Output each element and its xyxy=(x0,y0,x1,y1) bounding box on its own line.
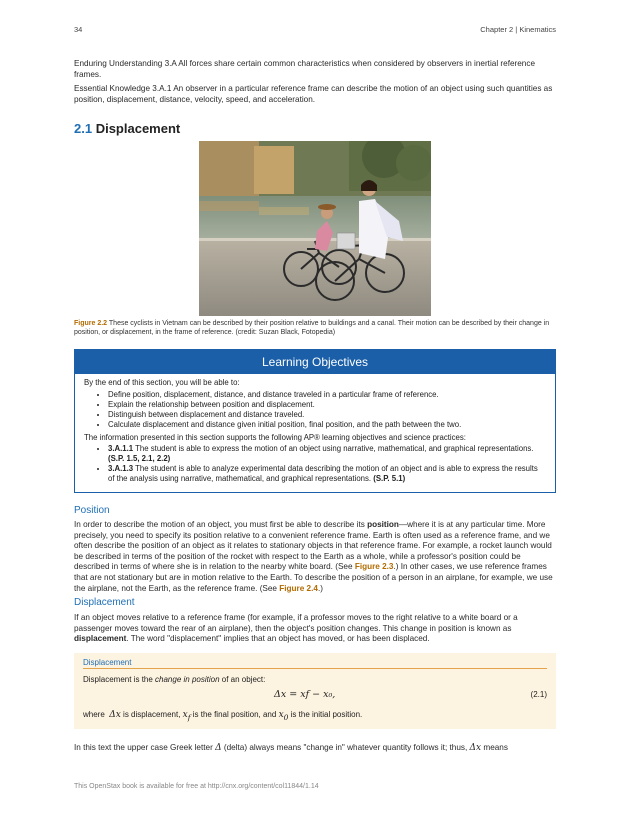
term-position: position xyxy=(367,520,399,529)
math-dx: Δx xyxy=(469,743,482,753)
text-run: . The word "displacement" implies that an object has moved, or has been displaced. xyxy=(126,634,430,644)
ap-text: The student is able to analyze experimental data describing the motion of an object and is able to express the results of the analysis using narrative, mathematical, and graphical representations. xyxy=(108,464,538,484)
ap-list xyxy=(84,444,546,484)
page-footer: This OpenStax book is available for free at http://cnx.org/content/col11844/1.14 xyxy=(74,783,319,790)
equation-number: (2.1) xyxy=(530,690,547,699)
figure-link[interactable]: Figure 2.4 xyxy=(279,583,318,593)
displacement-heading: Displacement xyxy=(74,597,135,608)
page-number: 34 xyxy=(74,25,83,34)
text-run: means xyxy=(481,743,508,752)
text-run: of an object: xyxy=(219,675,266,684)
text-run: In this text the upper case Greek letter xyxy=(74,743,216,752)
math-xf xyxy=(183,710,191,720)
definition-text xyxy=(83,675,265,684)
text-run-italic: change in position xyxy=(155,675,220,684)
lo-intro: By the end of this section, you will be able to: xyxy=(84,378,240,387)
text-run: is the final position, and xyxy=(190,710,279,719)
ap-text: The student is able to express the motion of an object using narrative, mathematical, and graphical representations. xyxy=(133,444,534,454)
section-name: Displacement xyxy=(95,121,181,136)
ap-code: 3.A.1.1 xyxy=(108,444,134,454)
cyclists-photo xyxy=(199,141,431,316)
lo-list xyxy=(84,390,546,430)
text-run: is the initial position. xyxy=(288,710,363,719)
text-run: .) xyxy=(317,583,323,593)
text-run: is displacement, xyxy=(120,710,183,719)
closing-paragraph xyxy=(74,743,556,754)
ap-practices: (S.P. 1.5, 2.1, 2.2) xyxy=(108,454,171,464)
ap-code: 3.A.1.3 xyxy=(108,464,134,474)
text-run: If an object moves relative to a reference frame (for example, if a professor moves to the right relative to a white board or a passenger moves toward the rear of an airplane), then the object's position changes. This change in position is known as xyxy=(74,613,518,633)
math-delta: Δ xyxy=(215,743,222,753)
lo-item: • Explain the relationship between position and displacement. xyxy=(108,400,546,410)
math-x0 xyxy=(279,710,289,720)
chapter-header: Chapter 2 | Kinematics xyxy=(480,25,556,34)
text-run: (delta) always means "change in" whatever quantity follows it; thus, xyxy=(221,743,470,752)
math-sub: f xyxy=(187,712,191,722)
cyclists-photo-illustration xyxy=(199,141,431,316)
position-heading: Position xyxy=(74,505,110,516)
displacement-paragraph xyxy=(74,613,556,645)
learning-objectives-body xyxy=(84,378,546,487)
section-title xyxy=(74,121,180,136)
lo-item: • Distinguish between displacement and distance traveled. xyxy=(108,410,546,420)
ap-item xyxy=(108,444,546,464)
definition-divider xyxy=(83,668,547,669)
ap-intro: The information presented in this section supports the following AP® learning objectives and science practices: xyxy=(84,432,466,442)
math-dx: Δx xyxy=(109,710,121,720)
term-displacement: displacement xyxy=(74,634,127,644)
text-run: where xyxy=(83,710,105,719)
figure-link[interactable]: Figure 2.3 xyxy=(354,562,394,572)
learning-objectives-title: Learning Objectives xyxy=(75,350,555,374)
ap-item xyxy=(108,464,546,484)
text-run: —where it is at any particular time. More precisely, you need to specify its position relative to a convenient reference frame. Earth is often used as a reference frame, and we often describe the position of an object as it relates to stationary objects in that reference frame. For example, a rocket launch would be described in terms of the position of the rocket with respect to the Earth as a whole, while a professor's position could be described in terms of where she is in relation to the nearby white board. (See xyxy=(74,520,552,572)
figure-label[interactable]: Figure 2.2 xyxy=(74,320,108,327)
text-run: In order to describe the motion of an object, you must first be able to describe its xyxy=(74,520,368,529)
ap-practices: (S.P. 5.1) xyxy=(373,474,406,484)
enduring-understanding: Enduring Understanding 3.A All forces share certain common characteristics when considered by observers in inertial reference frames. xyxy=(74,59,536,79)
section-number: 2.1 xyxy=(74,121,93,136)
lo-item: • Define position, displacement, distance, and distance traveled in a particular frame of reference. xyxy=(108,390,546,400)
math-x: x xyxy=(278,710,284,720)
displacement-equation: Δx = xf − x₀, xyxy=(274,689,336,700)
equation-legend xyxy=(83,710,362,722)
position-paragraph xyxy=(74,520,556,594)
figure-caption xyxy=(74,319,556,337)
math-x: x xyxy=(182,710,188,720)
lo-item: • Calculate displacement and distance given initial position, final position, and the path between the two. xyxy=(108,420,546,430)
figure-caption-text: These cyclists in Vietnam can be described by their position relative to buildings and a canal. Their motion can be described by their change in position, or displacement, in the frame of reference. (credit: Suzan Black, Fotopedia) xyxy=(74,320,550,336)
essential-knowledge: Essential Knowledge 3.A.1 An observer in a particular reference frame can describe the motion of an object using such quantities as position, displacement, distance, velocity, speed, and acceleration. xyxy=(74,84,553,104)
definition-title: Displacement xyxy=(83,658,132,667)
definition-box xyxy=(74,653,556,729)
learning-objectives-box xyxy=(74,349,556,493)
math-sub: 0 xyxy=(283,712,289,722)
text-run: Displacement is the xyxy=(83,675,156,684)
text-run: .) In other cases, we use reference frames that are not stationary but are in motion relative to the Earth. To describe the position of a person in an airplane, for example, we use the airplane, not the Earth, as the reference frame. (See xyxy=(74,562,553,593)
